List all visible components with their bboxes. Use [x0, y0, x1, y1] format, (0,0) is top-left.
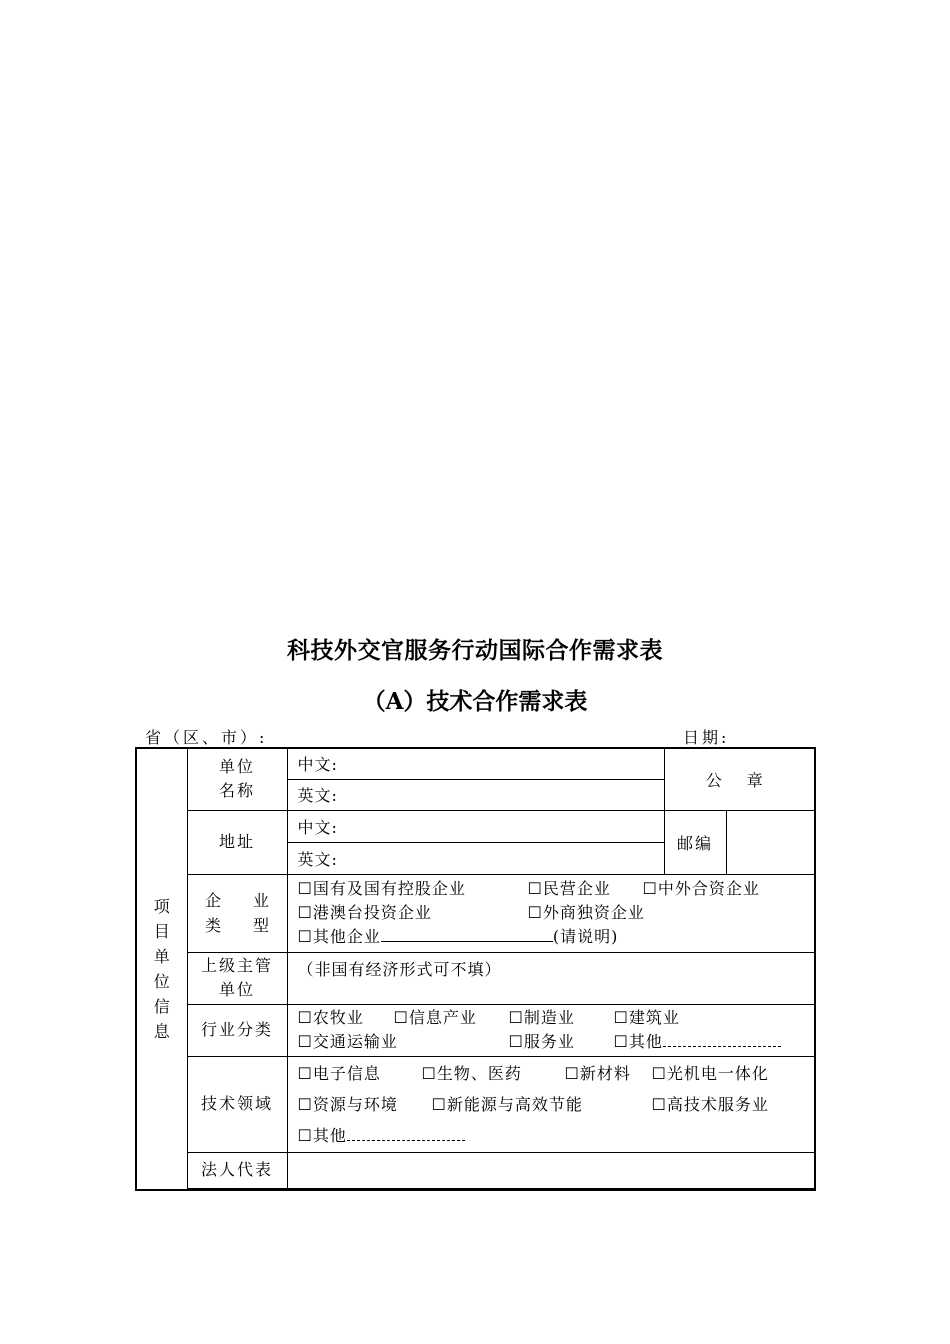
industry-other-blank[interactable]: [663, 1034, 781, 1047]
unit-name-cn-field[interactable]: 中文:: [287, 748, 664, 779]
checkbox-high-tech-services[interactable]: ☐高技术服务业: [651, 1094, 769, 1114]
address-en-field[interactable]: 英文:: [287, 842, 664, 874]
checkbox-new-energy[interactable]: ☐新能源与高效节能: [431, 1094, 583, 1114]
form-title: 科技外交官服务行动国际合作需求表: [287, 637, 663, 664]
tech-field-label: 技术领域: [187, 1056, 287, 1152]
checkbox-transport[interactable]: ☐交通运输业: [297, 1032, 398, 1051]
other-enterprise-blank[interactable]: [381, 927, 553, 942]
unit-name-en-field[interactable]: 英文:: [287, 779, 664, 810]
checkbox-sino-foreign-jv[interactable]: ☐中外合资企业: [642, 879, 760, 898]
checkbox-industry-other[interactable]: ☐其他: [613, 1032, 663, 1051]
checkbox-resources-environment[interactable]: ☐资源与环境: [297, 1094, 398, 1114]
legal-rep-field[interactable]: [287, 1152, 815, 1188]
seal-area: 公 章: [664, 748, 815, 810]
superior-unit-label: 上级主管 单位: [187, 952, 287, 1004]
enterprise-type-options: [287, 874, 815, 952]
tech-field-options: [287, 1056, 815, 1152]
checkbox-electronics[interactable]: ☐电子信息: [297, 1063, 381, 1083]
checkbox-new-materials[interactable]: ☐新材料: [564, 1063, 631, 1083]
please-specify-note: (请说明): [552, 927, 619, 946]
zip-label: 邮编: [664, 810, 726, 874]
checkbox-optomechatronics[interactable]: ☐光机电一体化: [651, 1063, 769, 1083]
tech-other-blank[interactable]: [347, 1128, 465, 1141]
section-char: 位: [153, 971, 170, 991]
section-project-unit-info: [136, 748, 187, 1190]
unit-name-label: 单位 名称: [187, 748, 287, 810]
section-char: 项: [153, 896, 170, 916]
address-cn-field[interactable]: 中文:: [287, 810, 664, 842]
industry-options: [287, 1004, 815, 1056]
industry-label: 行业分类: [187, 1004, 287, 1056]
checkbox-private[interactable]: ☐民营企业: [527, 879, 611, 898]
address-label: 地址: [187, 810, 287, 874]
checkbox-other-enterprise[interactable]: ☐其他企业: [297, 927, 381, 946]
legal-rep-label: 法人代表: [187, 1152, 287, 1188]
checkbox-services[interactable]: ☐服务业: [508, 1032, 575, 1051]
checkbox-agriculture[interactable]: ☐农牧业: [297, 1008, 364, 1027]
section-char: 目: [153, 921, 170, 941]
checkbox-construction[interactable]: ☐建筑业: [613, 1008, 680, 1027]
requirement-form-table: [135, 747, 816, 1191]
zip-field[interactable]: [726, 810, 815, 874]
section-char: 息: [153, 1021, 170, 1041]
form-subtitle: （A）技术合作需求表: [362, 688, 588, 715]
checkbox-tech-other[interactable]: ☐其他: [297, 1125, 347, 1145]
superior-unit-note: （非国有经济形式可不填）: [297, 959, 502, 979]
checkbox-bio-medicine[interactable]: ☐生物、医药: [421, 1063, 522, 1083]
section-char: 信: [153, 996, 170, 1016]
superior-unit-field[interactable]: [287, 952, 815, 1004]
section-char: 单: [153, 946, 170, 966]
checkbox-manufacturing[interactable]: ☐制造业: [508, 1008, 575, 1027]
enterprise-type-label: 企 业 类 型: [187, 874, 287, 952]
checkbox-it-industry[interactable]: ☐信息产业: [393, 1008, 477, 1027]
date-label: 日期:: [683, 728, 730, 747]
checkbox-hk-macao-taiwan[interactable]: ☐港澳台投资企业: [297, 903, 432, 922]
province-label: 省（区、市）:: [145, 728, 268, 747]
checkbox-wholly-foreign[interactable]: ☐外商独资企业: [527, 903, 645, 922]
checkbox-state-owned[interactable]: ☐国有及国有控股企业: [297, 879, 466, 898]
